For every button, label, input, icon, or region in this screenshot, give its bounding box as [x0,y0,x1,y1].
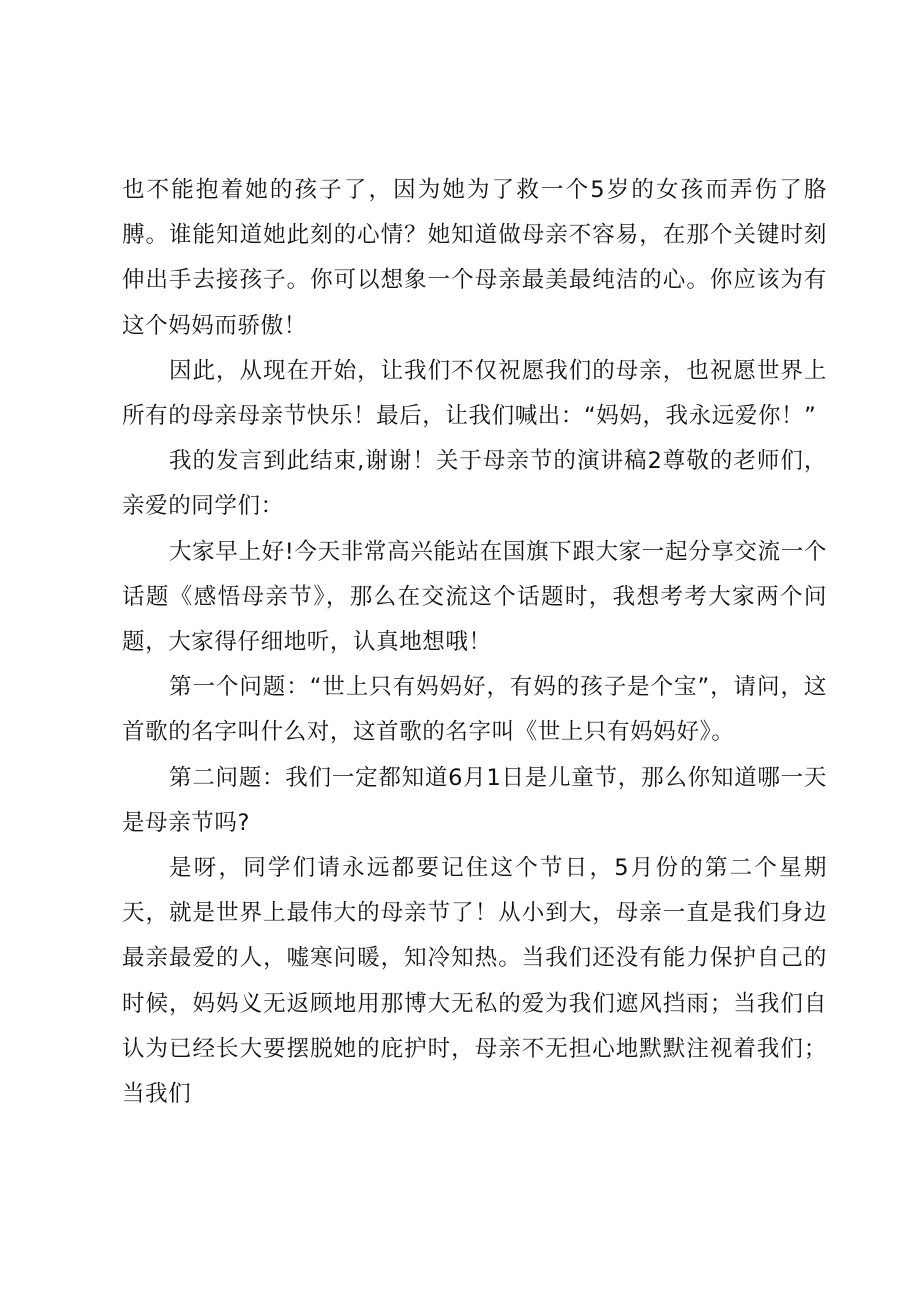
paragraph-6: 第二问题：我们一定都知道6月1日是儿童节，那么你知道哪一天是母亲节吗? [122,764,827,836]
paragraph-5: 第一个问题：“世上只有妈妈好，有妈的孩子是个宝”，请问，这首歌的名字叫什么对，这首歌的名字叫《世上只有妈妈好》。 [122,674,827,746]
paragraph-7: 是呀，同学们请永远都要记住这个节日，5月份的第二个星期天，就是世界上最伟大的母亲节了！从小到大，母亲一直是我们身边最亲最爱的人，嘘寒问暖，知冷知热。当我们还没有能力保护自己的时候，妈妈义无返顾地用那博大无私的爱为我们遮风挡雨；当我们自认为已经长大要摆脱她的庇护时，母亲不无担心地默默注视着我们；当我们 [122,855,827,1108]
paragraph-2: 因此，从现在开始，让我们不仅祝愿我们的母亲，也祝愿世界上所有的母亲母亲节快乐！最后，让我们喊出：“妈妈，我永远爱你！” [122,357,827,430]
paragraph-4: 大家早上好!今天非常高兴能站在国旗下跟大家一起分享交流一个话题《感悟母亲节》，那么在交流这个话题时，我想考考大家两个问题，大家得仔细地听，认真地想哦！ [122,538,827,656]
paragraph-1: 也不能抱着她的孩子了，因为她为了救一个5岁的女孩而弄伤了胳膊。谁能知道她此刻的心情？她知道做母亲不容易，在那个关键时刻伸出手去接孩子。你可以想象一个母亲最美最纯洁的心。你应该为有这个妈妈而骄傲！ [122,177,827,339]
paragraph-3: 我的发言到此结束,谢谢！关于母亲节的演讲稿2尊敬的老师们，亲爱的同学们： [122,448,827,520]
document-body [122,168,827,1117]
